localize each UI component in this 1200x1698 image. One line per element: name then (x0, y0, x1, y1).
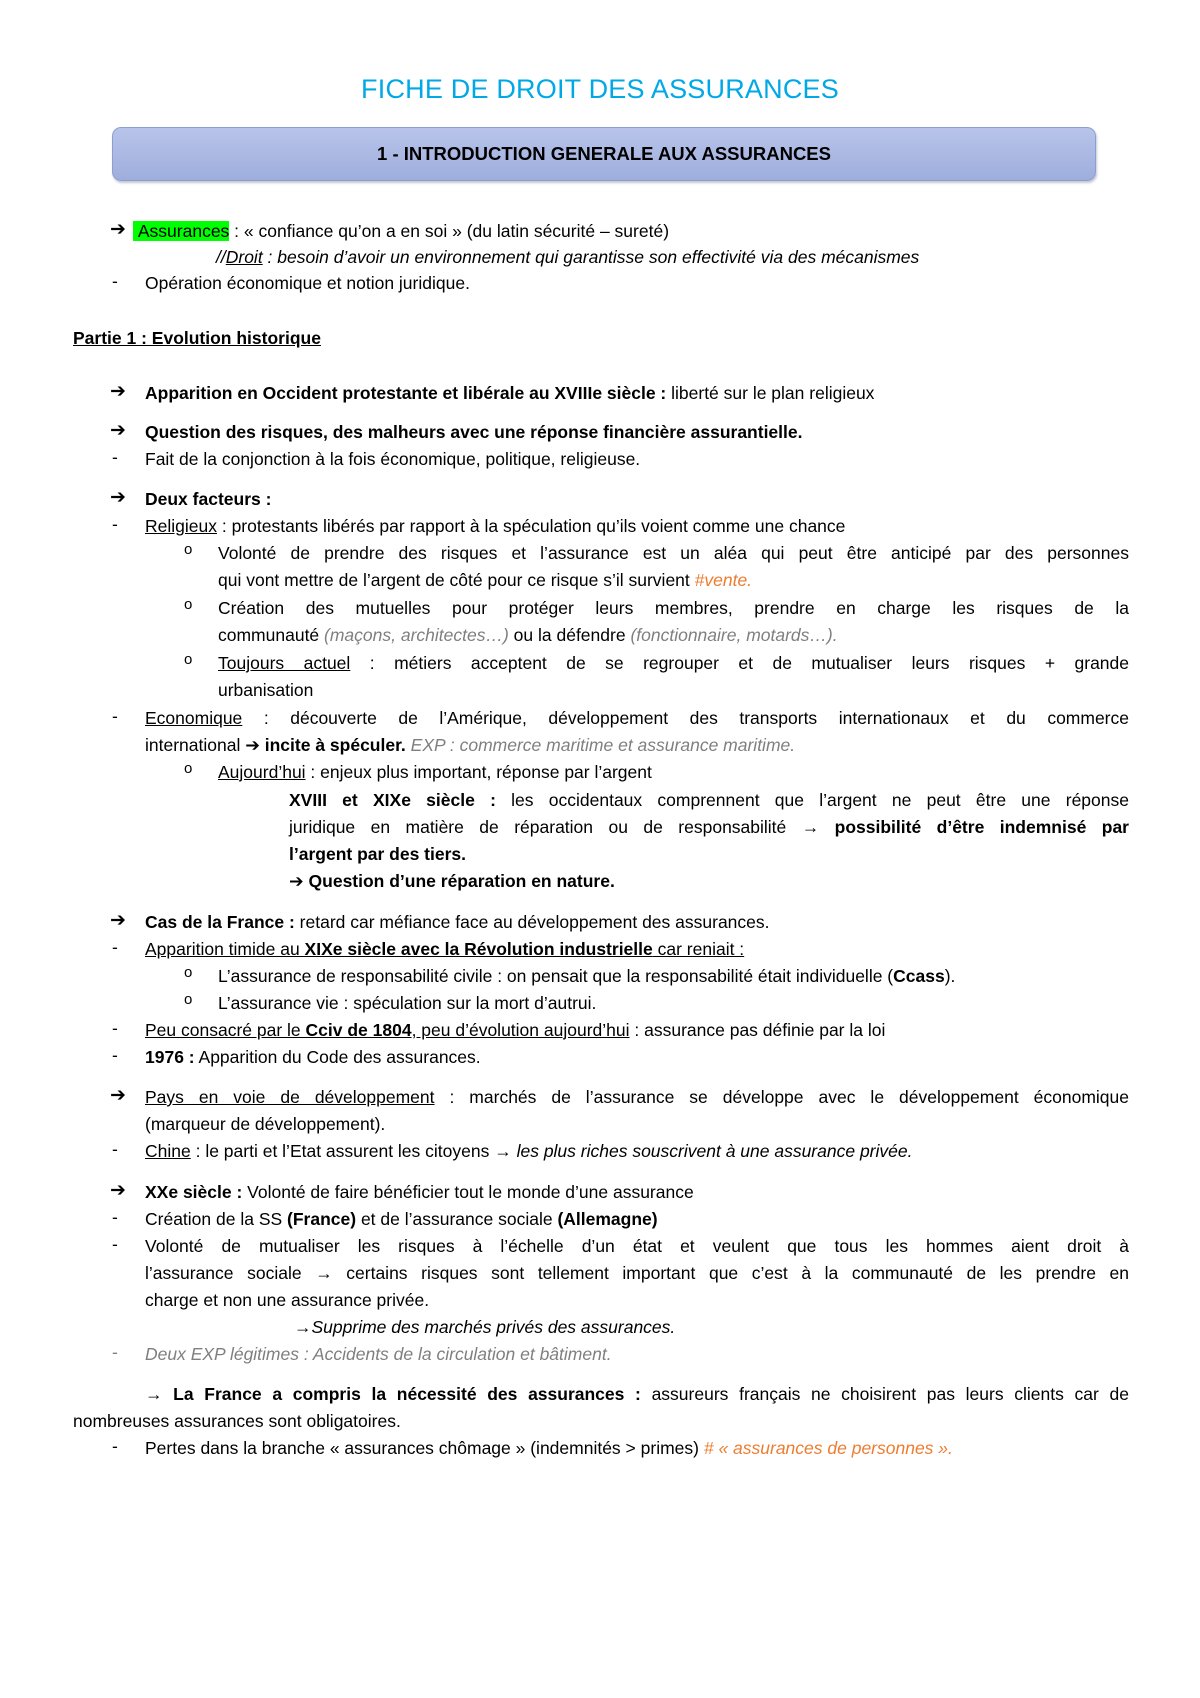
toujours-actuel-line-2: urbanisation (218, 680, 314, 700)
dash-bullet: - (112, 514, 118, 534)
conjonction-line: Fait de la conjonction à la fois économique, politique, religieuse. (145, 449, 641, 469)
pays-developpement-line-2: (marqueur de développement). (145, 1114, 386, 1134)
mutualiser-line-2: l’assurance sociale → certains risques sont tellement important que c’est à la communauté de les prendre en (145, 1263, 1130, 1283)
dash-bullet: - (112, 447, 118, 467)
arrow-bullet: ➔ (110, 1180, 126, 1201)
circle-bullet: o (184, 964, 193, 981)
dash-bullet: - (112, 1342, 118, 1362)
dash-bullet: - (112, 1436, 118, 1456)
chine-line: Chine : le parti et l’Etat assurent les citoyens → les plus riches souscrivent à une assurance privée. (145, 1141, 913, 1161)
creation-mutuelles-line-1: Création des mutuelles pour protéger leurs membres, prendre en charge les risques de la (218, 598, 1129, 618)
reparation-nature-line: ➔ Question d’une réparation en nature. (289, 871, 615, 891)
section-banner (112, 127, 1096, 181)
intro-assurances-line: Assurances : « confiance qu’on a en soi » (du latin sécurité – sureté) (133, 219, 669, 243)
dash-bullet: - (112, 937, 118, 957)
dash-bullet: - (112, 1045, 118, 1065)
france-compris-line-2: nombreuses assurances sont obligatoires. (73, 1411, 401, 1431)
cciv-1804-line: Peu consacré par le Cciv de 1804, peu d’évolution aujourd’hui : assurance pas définie par la loi (145, 1020, 886, 1040)
apparition-timide-line: Apparition timide au XIXe siècle avec la Révolution industrielle car reniait : (145, 939, 745, 959)
question-risques-line: Question des risques, des malheurs avec une réponse financière assurantielle. (145, 422, 803, 442)
dash-bullet: - (112, 706, 118, 726)
pertes-chomage-line: Pertes dans la branche « assurances chômage » (indemnités > primes) # « assurances de personnes ». (145, 1438, 953, 1458)
apparition-line: Apparition en Occident protestante et libérale au XVIIIe siècle : liberté sur le plan religieux (145, 383, 875, 403)
assurances-highlight: Assurances (133, 221, 229, 241)
volonte-line-2: qui vont mettre de l’argent de côté pour ce risque s’il survient #vente. (218, 570, 753, 590)
supprime-line: →Supprime des marchés privés des assurances. (294, 1317, 676, 1337)
responsabilite-civile-line: L’assurance de responsabilité civile : on pensait que la responsabilité était individuelle (Ccass). (218, 966, 956, 986)
france-compris-line-1: → La France a compris la nécessité des assurances : assureurs français ne choisirent pas leurs clients car de (145, 1384, 1129, 1404)
toujours-actuel-line-1: Toujours actuel : métiers acceptent de se regrouper et de mutualiser leurs risques + grande (218, 653, 1129, 673)
arrow-bullet: ➔ (110, 420, 126, 441)
dash-bullet: - (112, 271, 118, 291)
dash-bullet: - (112, 1018, 118, 1038)
document-title: FICHE DE DROIT DES ASSURANCES (361, 74, 839, 104)
mutualiser-line-1: Volonté de mutualiser les risques à l’échelle d’un état et veulent que tous les hommes aient droit à (145, 1236, 1129, 1256)
volonte-line-1: Volonté de prendre des risques et l’assurance est un aléa qui peut être anticipé par des personnes (218, 543, 1129, 563)
xviii-line-1: XVIII et XIXe siècle : les occidentaux comprennent que l’argent ne peut être une réponse (289, 790, 1129, 810)
religieux-line: Religieux : protestants libérés par rapport à la spéculation qu’ils voient comme une chance (145, 516, 846, 536)
partie-1-heading: Partie 1 : Evolution historique (73, 328, 321, 348)
economique-line-1: Economique : découverte de l’Amérique, développement des transports internationaux et du commerce (145, 708, 1129, 728)
creation-mutuelles-line-2: communauté (maçons, architectes…) ou la défendre (fonctionnaire, motards…). (218, 625, 838, 645)
intro-operation-line: Opération économique et notion juridique. (145, 273, 470, 293)
arrow-bullet: ➔ (110, 1085, 126, 1106)
arrow-bullet: ➔ (110, 910, 126, 931)
arrow-bullet: ➔ (110, 381, 126, 402)
cas-france-line: Cas de la France : retard car méfiance face au développement des assurances. (145, 912, 770, 932)
assurance-vie-line: L’assurance vie : spéculation sur la mort d’autrui. (218, 993, 597, 1013)
deux-exp-line: Deux EXP légitimes : Accidents de la circulation et bâtiment. (145, 1344, 612, 1364)
pays-developpement-line-1: Pays en voie de développement : marchés de l’assurance se développe avec le développement économique (145, 1087, 1130, 1107)
mutualiser-line-3: charge et non une assurance privée. (145, 1290, 430, 1310)
aujourdhui-line: Aujourd’hui : enjeux plus important, réponse par l’argent (218, 762, 652, 782)
arrow-bullet: ➔ (110, 219, 126, 240)
section-banner-text: 1 - INTRODUCTION GENERALE AUX ASSURANCES (377, 143, 831, 164)
circle-bullet: o (184, 991, 193, 1008)
xviii-line-3: l’argent par des tiers. (289, 844, 467, 864)
circle-bullet: o (184, 541, 193, 558)
circle-bullet: o (184, 651, 193, 668)
dash-bullet: - (112, 1139, 118, 1159)
xviii-line-2: juridique en matière de réparation ou de responsabilité → possibilité d’être indemnisé par (289, 817, 1129, 837)
economique-line-2: international ➔ incite à spéculer. EXP : commerce maritime et assurance maritime. (145, 735, 796, 755)
deux-facteurs-line: Deux facteurs : (145, 489, 272, 509)
xxe-siecle-line: XXe siècle : Volonté de faire bénéficier tout le monde d’une assurance (145, 1182, 694, 1202)
code-1976-line: 1976 : Apparition du Code des assurances. (145, 1047, 481, 1067)
intro-droit-line: //Droit : besoin d’avoir un environnement qui garantisse son effectivité via des mécanismes (216, 247, 920, 267)
dash-bullet: - (112, 1207, 118, 1227)
dash-bullet: - (112, 1234, 118, 1254)
circle-bullet: o (184, 596, 193, 613)
circle-bullet: o (184, 760, 193, 777)
creation-ss-line: Création de la SS (France) et de l’assurance sociale (Allemagne) (145, 1209, 658, 1229)
arrow-bullet: ➔ (110, 487, 126, 508)
